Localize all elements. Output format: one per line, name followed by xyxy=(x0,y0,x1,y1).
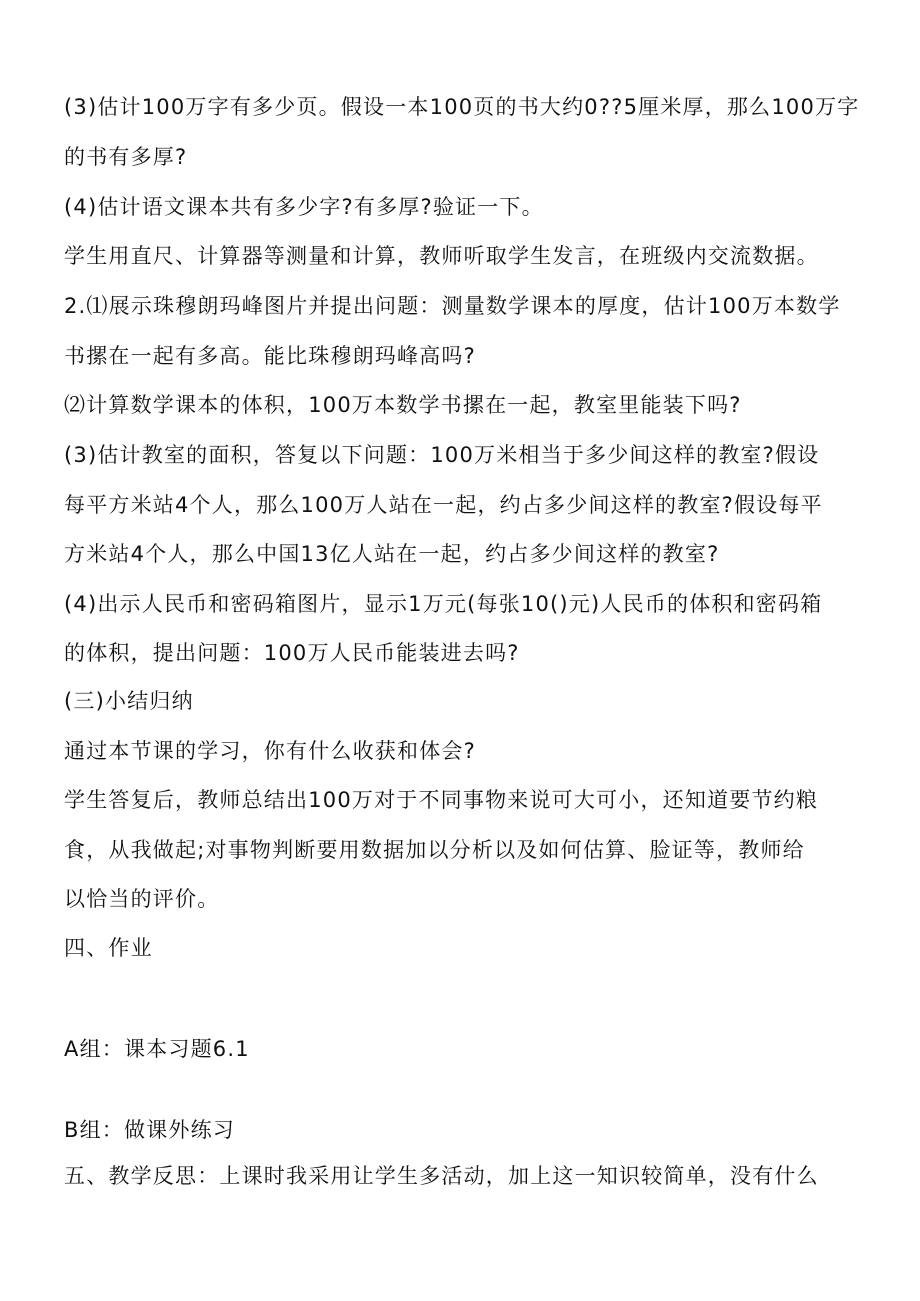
text-line: (4)估计语文课本共有多少字?有多厚?验证一下。 xyxy=(64,195,544,219)
text-line: 以恰当的评价。 xyxy=(64,887,220,911)
text-line: ⑵计算数学课本的体积，100万本数学书摞在一起，教室里能装下吗? xyxy=(64,393,742,417)
text-line: 的书有多厚? xyxy=(64,145,188,169)
text-line: 食，从我做起;对事物判断要用数据加以分析以及如何估算、脸证等，教师给 xyxy=(64,838,805,862)
section-heading: 五、教学反思：上课时我采用让学生多活动，加上这一知识较简单，没有什么 xyxy=(64,1164,819,1188)
text-line: 2.⑴展示珠穆朗玛峰图片并提出问题：测量数学课本的厚度，估计100万本数学 xyxy=(64,294,841,318)
text-line: 学生用直尺、计算器等测量和计算，教师听取学生发言，在班级内交流数据。 xyxy=(64,244,819,268)
text-line: (3)估计教室的面积，答复以下问题：100万米相当于多少间这样的教室?假设 xyxy=(64,443,820,467)
text-line: 通过本节课的学习，你有什么收获和体会? xyxy=(64,739,476,763)
text-line: (3)估计100万字有多少页。假设一本100页的书大约0??5厘米厚，那么100万字 xyxy=(64,95,860,119)
text-line: 方米站4个人，那么中国13亿人站在一起，约占多少间这样的教室? xyxy=(64,542,720,566)
text-line: 的体积，提出问题：100万人民币能装进去吗? xyxy=(64,641,520,665)
homework-item: B组：做课外练习 xyxy=(64,1118,236,1142)
homework-item: A组：课本习题6.1 xyxy=(64,1037,250,1061)
text-line: (4)出示人民币和密码箱图片，显示1万元(每张10()元)人民币的体积和密码箱 xyxy=(64,592,823,616)
text-line: 书摞在一起有多高。能比珠穆朗玛峰高吗? xyxy=(64,344,476,368)
section-heading: (三)小结归纳 xyxy=(64,689,194,713)
text-line: 学生答复后，教师总结出100万对于不同事物来说可大可小，还知道要节约粮 xyxy=(64,788,819,812)
section-heading: 四、作业 xyxy=(64,936,153,960)
text-line: 每平方米站4个人，那么100万人站在一起，约占多少间这样的教室?假设每平 xyxy=(64,493,823,517)
